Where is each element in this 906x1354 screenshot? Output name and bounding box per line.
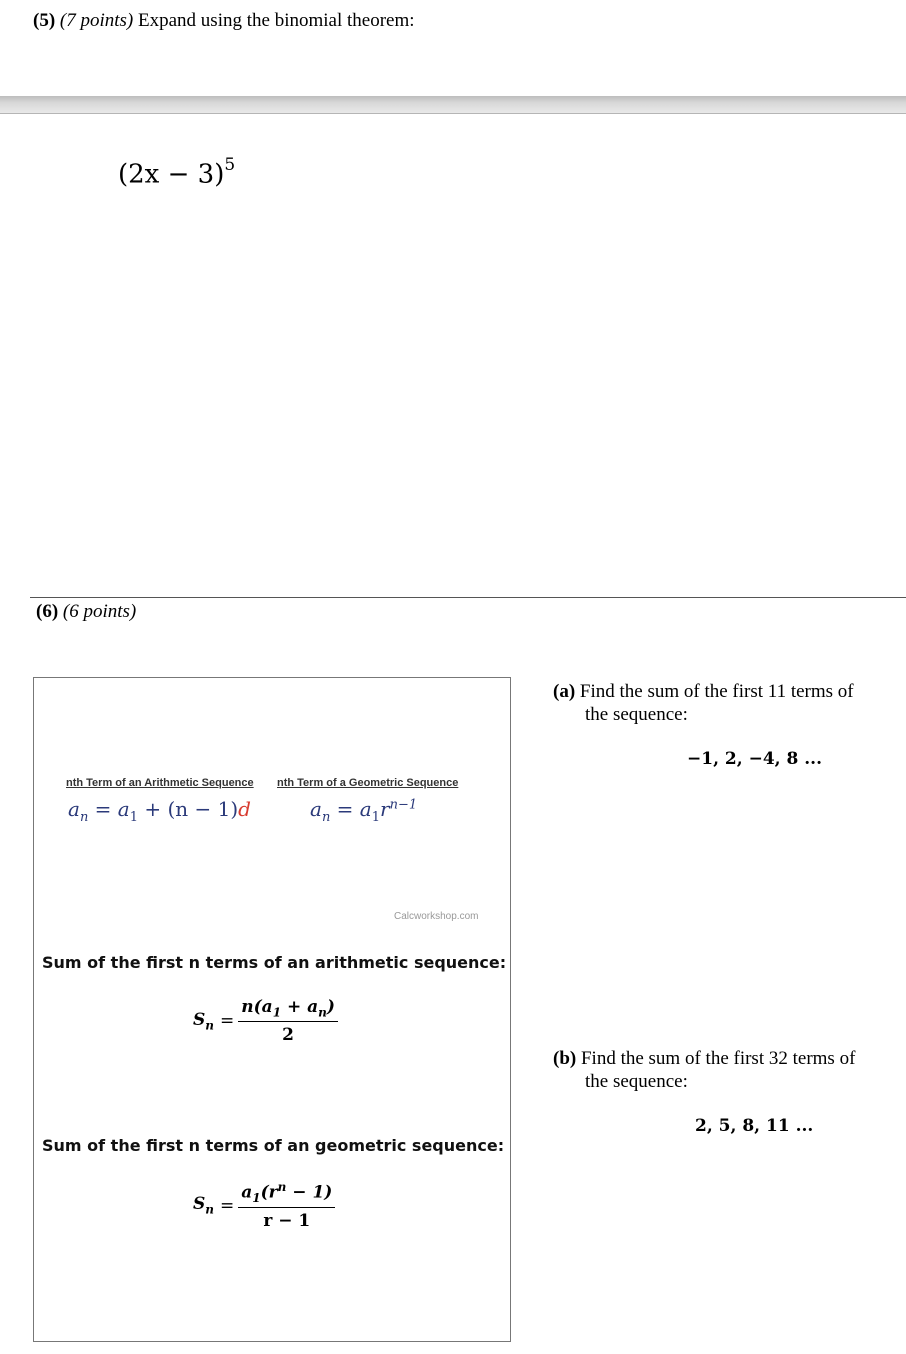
arithmetic-nth-term-formula: $a_n = a_1 + (n - 1)d$ [68,797,251,825]
question-6-number: (6) [36,601,59,622]
binomial-expression-base: (2x − 3) [118,159,225,190]
question-6-points: (6 points) [62,601,137,622]
geometric-sum-heading: Sum of the first n terms of an geometric sequence: [42,1136,505,1155]
part-a-line1: Find the sum of the first 11 terms of [579,681,854,702]
question-5-points: (7 points) [59,10,134,31]
part-a-prompt [553,680,898,726]
question-5-number: (5) [33,10,56,31]
arithmetic-sum-formula: $S_n$ = $\frac{n(a_1 + a_n)}{2}$ [193,997,338,1045]
binomial-expression-exponent: 5 [224,155,236,175]
part-b-sequence: 2, 5, 8, 11 ... [695,1116,814,1136]
arithmetic-sum-heading: Sum of the first n terms of an arithmetic sequence: [42,953,507,972]
question-5-title [33,10,415,32]
geometric-sum-formula: $S_n$ = $\frac{a_1(r^n - 1)}{r - 1}$ [193,1180,335,1231]
part-a-line2: the sequence: [585,704,688,725]
source-credit: Calcworkshop.com [394,911,479,922]
part-a-label: (a) [553,681,576,702]
geometric-sum-fraction: $\frac{a_1(r^n - 1)}{r - 1}$ [238,1180,335,1231]
question-6-title [36,601,136,623]
arithmetic-nth-term-heading: nth Term of an Arithmetic Sequence [66,777,254,789]
part-b-prompt [553,1047,898,1093]
geometric-nth-term-heading: nth Term of a Geometric Sequence [277,777,459,789]
section-divider [30,597,906,598]
arithmetic-sum-fraction: $\frac{n(a_1 + a_n)}{2}$ [238,997,338,1045]
geometric-nth-term-formula: $a_n = a_1r^{n-1}$ [310,797,418,825]
part-a-sequence: −1, 2, −4, 8 ... [687,749,822,769]
part-b-line1: Find the sum of the first 32 terms of [580,1048,856,1069]
part-b-label: (b) [553,1048,577,1069]
question-5-prompt: Expand using the binomial theorem: [138,10,415,31]
section-separator-band [0,96,906,114]
part-b-line2: the sequence: [585,1071,688,1092]
binomial-expression [118,155,236,190]
